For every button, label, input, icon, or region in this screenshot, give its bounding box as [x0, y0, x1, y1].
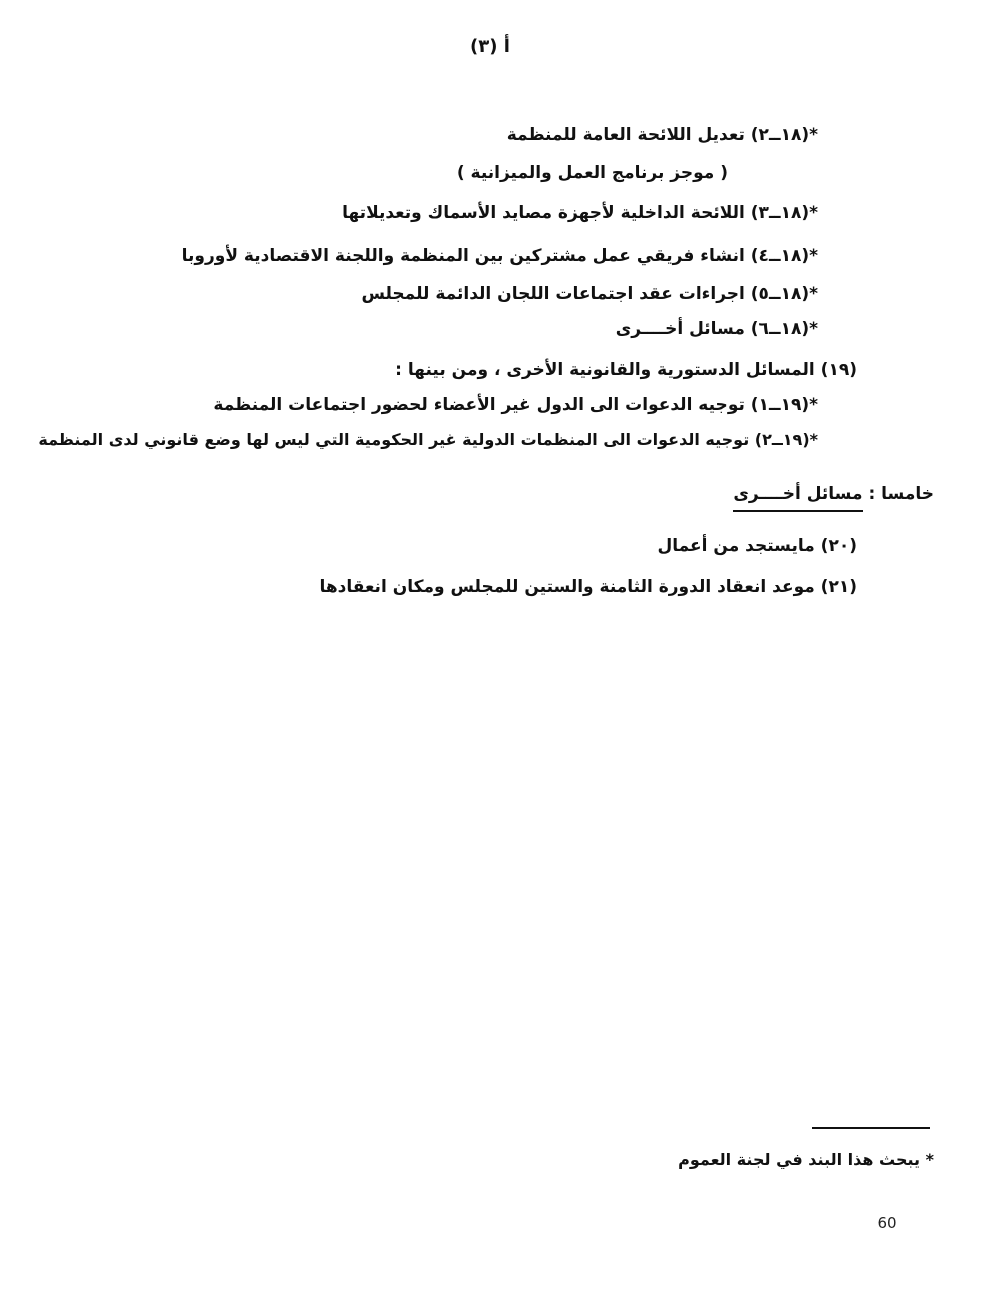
agenda-item-18-3: *(١٨ــ٣) اللائحة الداخلية لأجهزة مصايد الأسماك وتعديلاتها — [342, 203, 818, 223]
agenda-item-18-4: *(١٨ــ٤) انشاء فريقي عمل مشتركين بين المنظمة واللجنة الاقتصادية لأوروبا — [181, 246, 818, 266]
page-number: 60 — [877, 1214, 897, 1232]
section-heading-title: مسائل أخــــرى — [733, 484, 862, 512]
agenda-item-19-1: *(١٩ــ١) توجيه الدعوات الى الدول غير الأعضاء لحضور اجتماعات المنظمة — [213, 395, 818, 415]
footnote: * يبحث هذا البند في لجنة العموم — [678, 1150, 934, 1169]
agenda-item-18-6: *(١٨ــ٦) مسائل أخــــرى — [615, 319, 818, 339]
agenda-item-20: (٢٠) مايستجد من أعمال — [657, 536, 857, 556]
agenda-item-18-2: *(١٨ــ٢) تعديل اللائحة العامة للمنظمة — [506, 125, 818, 145]
agenda-item-19: (١٩) المسائل الدستورية والقانونية الأخرى ، ومن بينها : — [395, 360, 857, 380]
page-reference: أ (٣) — [470, 36, 510, 57]
section-heading-prefix: خامسا : — [868, 484, 934, 504]
section-heading-fifth — [733, 484, 934, 512]
footnote-divider — [812, 1127, 930, 1129]
agenda-item-18-5: *(١٨ــ٥) اجراءات عقد اجتماعات اللجان الدائمة للمجلس — [361, 284, 818, 304]
agenda-item-19-2: *(١٩ــ٢) توجيه الدعوات الى المنظمات الدولية غير الحكومية التي ليس لها وضع قانوني لدى المنظمة — [38, 430, 818, 449]
agenda-item-21: (٢١) موعد انعقاد الدورة الثامنة والستين للمجلس ومكان انعقادها — [319, 577, 857, 597]
agenda-item-18-2-note: ( موجز برنامج العمل والميزانية ) — [456, 163, 728, 183]
